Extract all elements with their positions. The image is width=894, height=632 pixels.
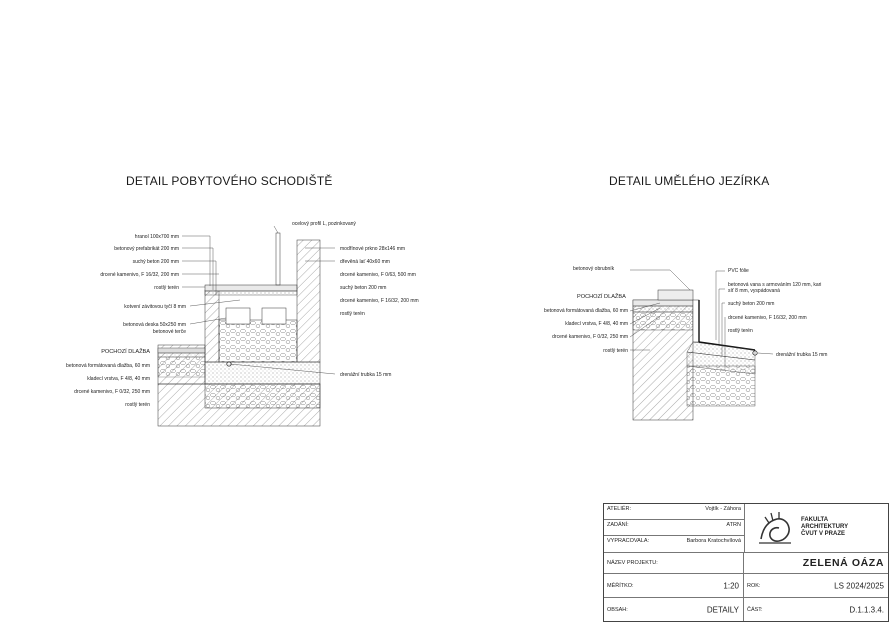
zadani-key: ZADÁNÍ: <box>607 522 629 528</box>
atelier-key: ATELIÉR: <box>607 506 632 512</box>
vypracovala-value: Barbora Kratochvílová <box>686 538 741 544</box>
label-suchy-beton-r: suchý beton 200 mm <box>340 285 387 291</box>
tb-row-atelier <box>604 504 744 520</box>
tb-cast-cell <box>744 598 888 621</box>
cast-key: ČÁST: <box>747 606 763 613</box>
tb-obsah-cell <box>604 598 744 621</box>
title-block <box>603 503 889 622</box>
faculty-name <box>801 517 848 538</box>
atelier-value: Vojtík - Záhora <box>705 506 741 512</box>
obsah-key: OBSAH: <box>607 606 628 613</box>
label-kamenivo: drcené kamenivo, F 16/32, 200 mm <box>100 272 179 278</box>
label-terce: betonové terče <box>152 329 186 335</box>
tb-row-zadani <box>604 520 744 536</box>
label-vana-2: síť 8 mm, vyspádovaná <box>728 288 780 294</box>
label-prkno: modřínové prkno 28x146 mm <box>340 246 406 252</box>
rok-value: LS 2024/2025 <box>834 581 884 590</box>
right-detail-title: DETAIL UMĚLÉHO JEZÍRKA <box>609 174 770 188</box>
faculty-line-1: FAKULTA <box>801 517 829 523</box>
label-kamenivo-063: drcené kamenivo, F 0/63, 500 mm <box>340 272 416 278</box>
tb-nazev-value-cell <box>744 553 888 574</box>
label-deska: betonová deska 50x250 mm <box>123 322 186 328</box>
label-ocel-profil: ocelový profil L, pozinkovaný <box>292 221 356 227</box>
tb-meritko-cell <box>604 574 744 598</box>
tb-nazev-key-cell <box>604 553 744 574</box>
cast-value: D.1.1.3.4. <box>849 605 884 614</box>
faculty-logo-area <box>744 504 888 553</box>
label-pond-pochozi-2: kladecí vrstva, F 4/8, 40 mm <box>565 321 628 327</box>
project-name: ZELENÁ OÁZA <box>802 557 884 569</box>
meritko-key: MĚŘÍTKO: <box>607 582 634 589</box>
label-pond-kamenivo: drcené kamenivo, F 16/32, 200 mm <box>728 315 807 321</box>
faculty-logo-icon <box>755 509 795 549</box>
label-vana-1: betonová vana s armováním 120 mm, kari <box>728 282 822 288</box>
left-detail-title: DETAIL POBYTOVÉHO SCHODIŠTĚ <box>126 174 333 188</box>
label-kamenivo-1632: drcené kamenivo, F 16/32, 200 mm <box>340 298 419 304</box>
label-lat: dřevěná lať 40x60 mm <box>340 259 390 265</box>
label-drenaz-right: drenážní trubka 15 mm <box>776 352 828 358</box>
obsah-value: DETAILY <box>706 605 739 614</box>
label-pond-pochozi-header: POCHOZÍ DLAŽBA <box>577 294 626 300</box>
label-pochozi-3: drcené kamenivo, F 0/32, 250 mm <box>74 389 150 395</box>
tb-row-vypracovala <box>604 536 744 553</box>
rok-key: ROK: <box>747 582 761 589</box>
label-pond-pochozi-3: drcené kamenivo, F 0/32, 250 mm <box>552 334 628 340</box>
label-kotveni: kotvení závitovou tyčí 8 mm <box>124 304 186 310</box>
label-rostly-teren: rostlý terén <box>154 285 179 291</box>
label-pvc: PVC fólie <box>728 268 749 274</box>
label-pond-pochozi-1: betonová formátovaná dlažba, 60 mm <box>544 308 628 314</box>
label-pochozi-1: betonová formátovaná dlažba, 60 mm <box>66 363 150 369</box>
label-obrubnik: betonový obrubník <box>573 266 615 272</box>
label-hranol: hranol 100x700 mm <box>134 234 179 240</box>
faculty-line-2: ARCHITEKTURY <box>801 524 849 530</box>
tb-rok-cell <box>744 574 888 598</box>
pond-detail-drawing <box>633 290 757 420</box>
label-pond-pochozi-4: rostlý terén <box>603 348 628 354</box>
faculty-line-3: ČVUT V PRAZE <box>801 531 846 537</box>
label-drenaz-left: drenážní trubka 15 mm <box>340 372 392 378</box>
label-suchy-beton: suchý beton 200 mm <box>132 259 179 265</box>
label-prefabrikat: betonový prefabrikát 200 mm <box>114 246 179 252</box>
nazev-key: NÁZEV PROJEKTU: <box>607 560 658 566</box>
label-rostly-teren-r: rostlý terén <box>340 311 365 317</box>
vypracovala-key: VYPRACOVALA: <box>607 538 650 544</box>
zadani-value: ATRN <box>726 522 741 528</box>
label-pochozi-header: POCHOZÍ DLAŽBA <box>101 349 150 355</box>
label-pond-suchy-beton: suchý beton 200 mm <box>728 301 775 307</box>
label-pond-rostly-teren: rostlý terén <box>728 328 753 334</box>
label-pochozi-2: kladecí vrstva, F 4/8, 40 mm <box>87 376 150 382</box>
label-pochozi-4: rostlý terén <box>125 402 150 408</box>
meritko-value: 1:20 <box>723 581 739 590</box>
